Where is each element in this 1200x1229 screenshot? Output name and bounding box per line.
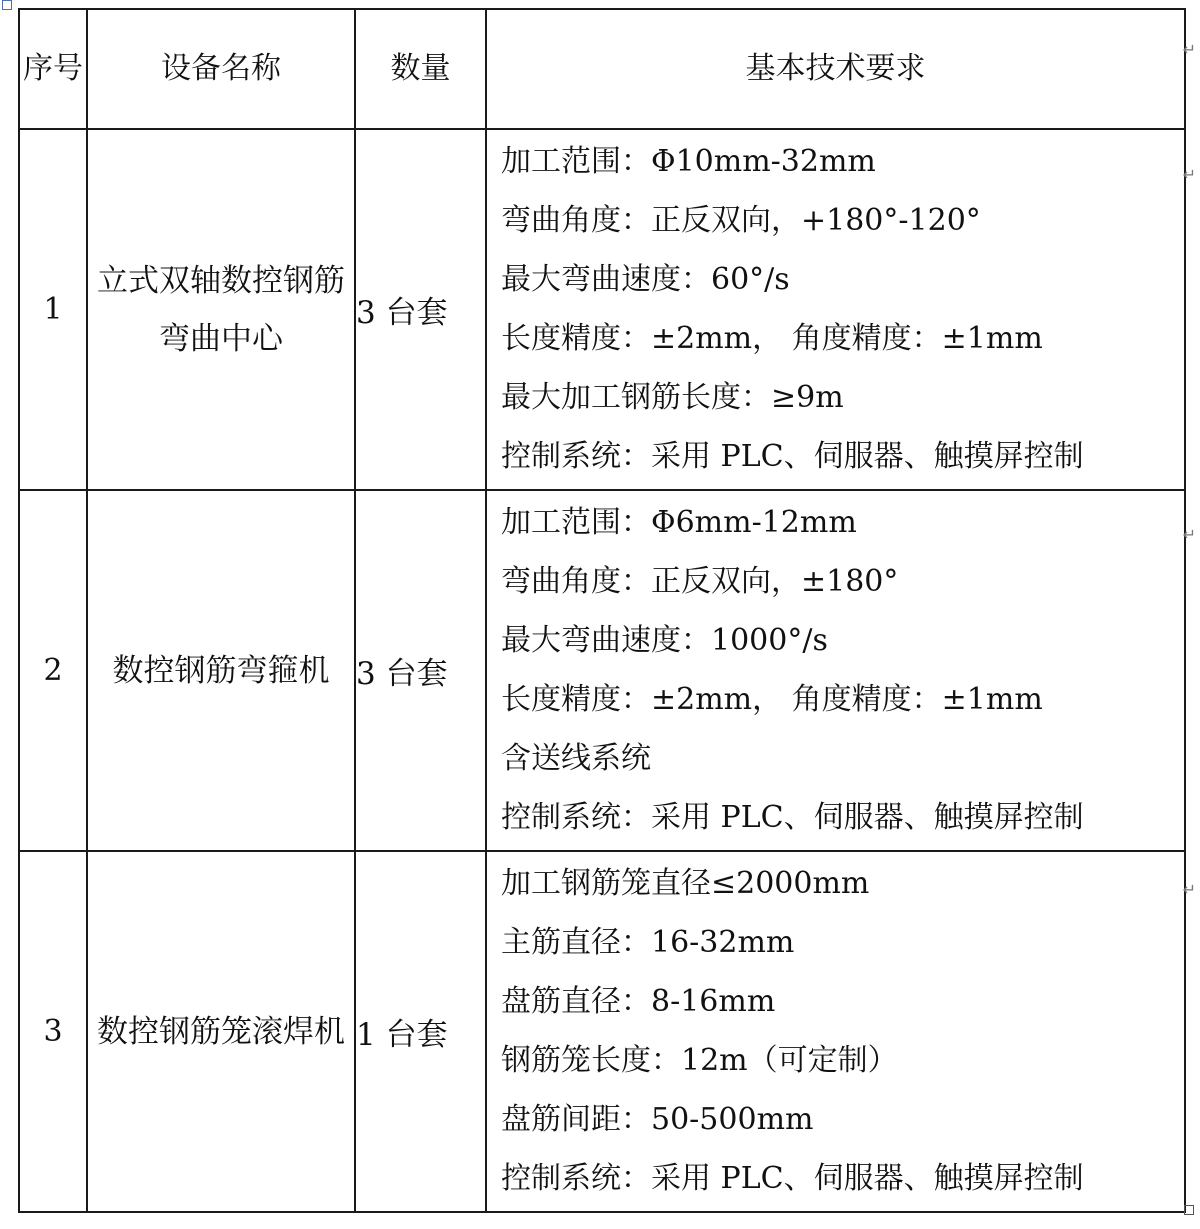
row-serial-number: 2 [19,490,87,851]
requirement-item: 主筋直径：16-32mm [501,924,795,960]
requirement-item: 盘筋直径：8-16mm [501,983,776,1019]
requirement-item: 最大弯曲速度：60°/s [501,261,790,297]
row-end-mark-icon: ↵ [1182,880,1196,899]
row-equipment-name: 数控钢筋弯箍机 [87,490,355,851]
table-row [19,490,1185,851]
requirement-item: 长度精度：±2mm， 角度精度：±1mm [501,682,1043,718]
header-quantity: 数量 [355,9,486,129]
requirements-list [487,852,1184,1211]
requirements-list [487,130,1184,489]
row-quantity: 1 台套 [355,851,486,1212]
row-end-mark-icon: ↵ [1182,525,1196,544]
row-end-mark-icon: ↵ [1182,165,1196,184]
requirement-item: 控制系统：采用 PLC、伺服器、触摸屏控制 [501,439,1084,475]
row-serial-number: 3 [19,851,87,1212]
requirement-item: 最大加工钢筋长度：≥9m [501,380,844,416]
requirement-item: 弯曲角度：正反双向，+180°-120° [501,202,981,238]
table-move-handle-icon[interactable] [2,0,12,10]
requirement-item: 控制系统：采用 PLC、伺服器、触摸屏控制 [501,800,1084,836]
header-serial-number: 序号 [19,9,87,129]
requirement-item: 盘筋间距：50-500mm [501,1102,814,1138]
requirement-item: 钢筋笼长度：12m（可定制） [501,1043,898,1079]
table-row [19,851,1185,1212]
requirement-item: 加工范围：Φ10mm-32mm [501,143,876,179]
header-equipment-name: 设备名称 [87,9,355,129]
row-end-mark-icon: ↵ [1182,40,1196,59]
table-header-row [19,9,1185,129]
requirement-item: 控制系统：采用 PLC、伺服器、触摸屏控制 [501,1161,1084,1197]
requirements-list [487,491,1184,850]
equipment-spec-table [18,8,1186,1213]
table-row [19,129,1185,490]
row-technical-requirements [486,851,1185,1212]
header-technical-requirements: 基本技术要求 [486,9,1185,129]
equipment-spec-table-wrapper [18,8,1186,1207]
requirement-item: 最大弯曲速度：1000°/s [501,622,828,658]
table-resize-handle-icon[interactable] [1184,1205,1194,1215]
row-technical-requirements [486,129,1185,490]
row-quantity: 3 台套 [355,129,486,490]
row-technical-requirements [486,490,1185,851]
requirement-item: 加工钢筋笼直径≤2000mm [501,865,870,901]
requirement-item: 加工范围：Φ6mm-12mm [501,504,857,540]
requirement-item: 弯曲角度：正反双向，±180° [501,563,899,599]
row-quantity: 3 台套 [355,490,486,851]
row-equipment-name: 数控钢筋笼滚焊机 [87,851,355,1212]
row-equipment-name: 立式双轴数控钢筋弯曲中心 [87,129,355,490]
row-serial-number: 1 [19,129,87,490]
requirement-item: 含送线系统 [501,741,651,777]
requirement-item: 长度精度：±2mm， 角度精度：±1mm [501,321,1043,357]
